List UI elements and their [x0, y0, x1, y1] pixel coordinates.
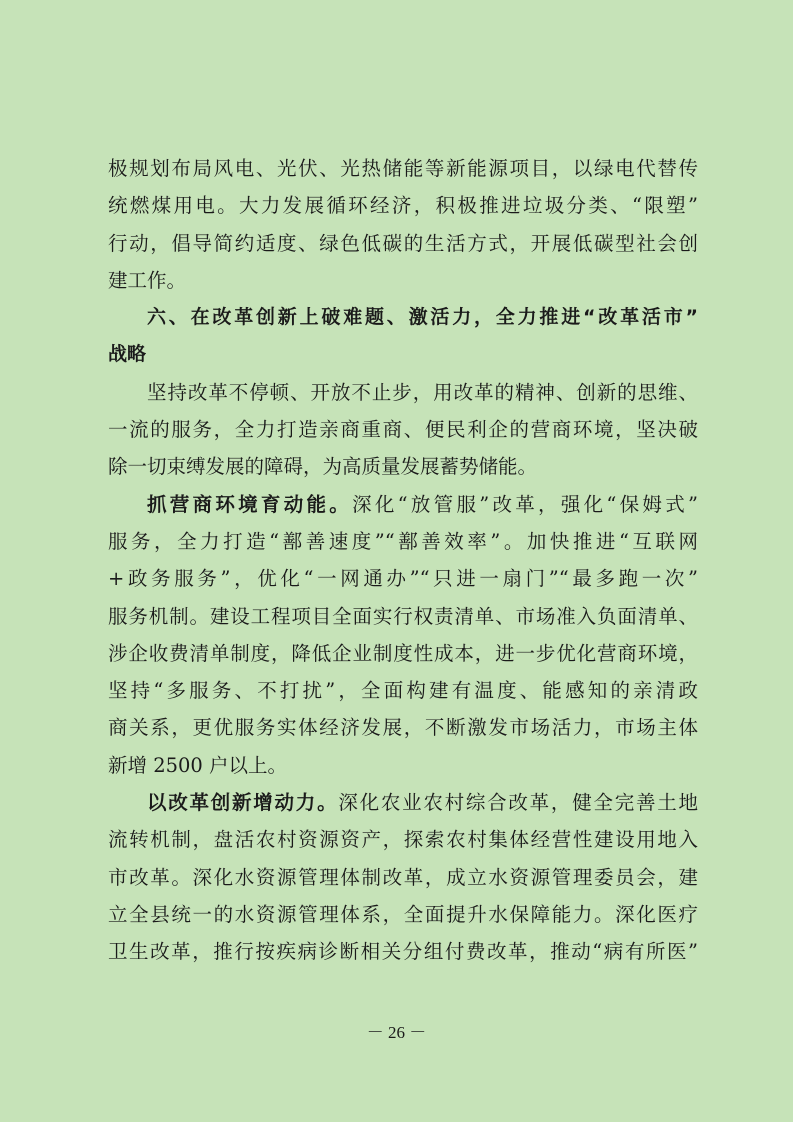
- paragraph-line: 商关系，更优服务实体经济发展，不断激发市场活力，市场主体: [108, 716, 698, 740]
- paragraph-line: 行动，倡导简约适度、绿色低碳的生活方式，开展低碳型社会创: [108, 231, 698, 255]
- page-content: [108, 150, 698, 971]
- section-heading-line: 战略: [108, 343, 147, 366]
- paragraph-line: 统燃煤用电。大力发展循环经济，积极推进垃圾分类、“限塑”: [108, 194, 698, 218]
- paragraph-lead-heading: 抓营商环境育动能。: [147, 492, 353, 516]
- paragraph-line: 坚持“多服务、不打扰”，全面构建有温度、能感知的亲清政: [108, 679, 698, 703]
- paragraph-line: 除一切束缚发展的障碍，为高质量发展蓄势储能。: [108, 455, 538, 479]
- paragraph-line: 一流的服务，全力打造亲商重商、便民利企的营商环境，坚决破: [108, 418, 698, 442]
- paragraph-line: 服务，全力打造“鄯善速度”“鄯善效率”。加快推进“互联网: [108, 529, 698, 553]
- page-number: － 26 －: [366, 1023, 427, 1042]
- paragraph-lead-heading: 以改革创新增动力。: [147, 791, 339, 815]
- paragraph-text: 深化农业农村综合改革，健全完善土地: [338, 791, 698, 815]
- paragraph-line: 极规划布局风电、光伏、光热储能等新能源项目，以绿电代替传: [108, 157, 698, 180]
- paragraph-line: 流转机制，盘活农村资源资产，探索农村集体经营性建设用地入: [108, 828, 698, 852]
- paragraph-text: 深化“放管服”改革，强化“保姆式”: [352, 492, 698, 516]
- paragraph-line: 立全县统一的水资源管理体系，全面提升水保障能力。深化医疗: [108, 902, 698, 926]
- paragraph-line: 市改革。深化水资源管理体制改革，成立水资源管理委员会，建: [108, 865, 698, 889]
- paragraph-first-line: [108, 784, 698, 821]
- paragraph-line: 卫生改革，推行按疾病诊断相关分组付费改革，推动“病有所医”: [108, 940, 698, 964]
- paragraph-line: 涉企收费清单制度，降低企业制度性成本，进一步优化营商环境，: [108, 641, 698, 665]
- paragraph-line: 新增 2500 户以上。: [108, 753, 288, 777]
- paragraph-line: +政务服务”，优化“一网通办”“只进一扇门”“最多跑一次”: [108, 567, 698, 591]
- section-heading-line: 六、在改革创新上破难题、激活力，全力推进“改革活市”: [147, 306, 698, 329]
- paragraph-first-line: [108, 486, 698, 523]
- paragraph-line: 服务机制。建设工程项目全面实行权责清单、市场准入负面清单、: [108, 604, 698, 628]
- paragraph-line: 建工作。: [108, 268, 187, 292]
- paragraph-line: 坚持改革不停顿、开放不止步，用改革的精神、创新的思维、: [147, 380, 698, 404]
